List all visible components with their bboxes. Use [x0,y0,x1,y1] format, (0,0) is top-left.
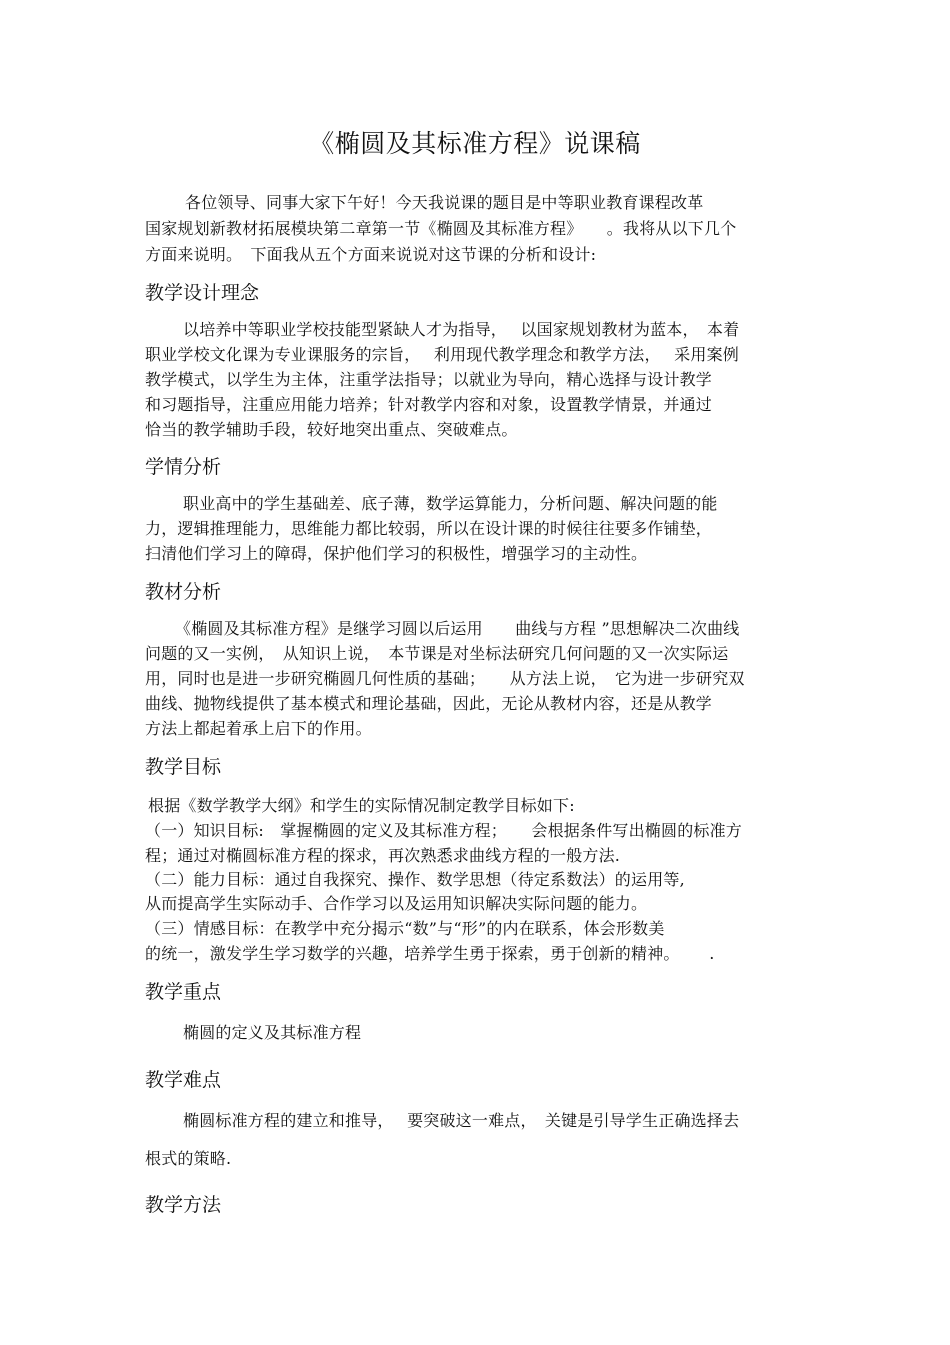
paragraph-line: 椭圆标准方程的建立和推导， 要突破这一难点， 关键是引导学生正确选择去 [183,1111,740,1130]
section-heading-key-points: 教学重点 [145,981,222,1003]
paragraph-line: （二）能力目标：通过自我探究、操作、数学思想（待定系数法）的运用等, [145,870,685,889]
paragraph-line: 方法上都起着承上启下的作用。 [145,719,372,738]
intro-line: 国家规划新教材拓展模块第二章第一节《椭圆及其标准方程》 。我将从以下几个 [145,219,737,238]
intro-line: 方面来说明。 下面我从五个方面来说说对这节课的分析和设计: [145,245,597,264]
section-heading-teaching-goals: 教学目标 [145,756,222,778]
section-heading-textbook-analysis: 教材分析 [145,581,222,603]
paragraph-line: 以培养中等职业学校技能型紧缺人才为指导， 以国家规划教材为蓝本， 本着 [183,320,740,339]
paragraph-line: 力，逻辑推理能力，思维能力都比较弱，所以在设计课的时候往往要多作铺垫， [145,519,713,538]
paragraph-line: 恰当的教学辅助手段，较好地突出重点、突破难点。 [145,420,518,439]
section-heading-teaching-methods: 教学方法 [145,1194,222,1216]
section-heading-design-philosophy: 教学设计理念 [145,282,260,304]
paragraph-line: 椭圆的定义及其标准方程 [183,1023,362,1042]
paragraph-line: 用，同时也是进一步研究椭圆几何性质的基础； 从方法上说， 它为进一步研究双 [145,669,745,688]
paragraph-line: 程；通过对椭圆标准方程的探求，再次熟悉求曲线方程的一般方法. [145,846,621,865]
paragraph-line: 曲线、抛物线提供了基本模式和理论基础，因此，无论从教材内容，还是从教学 [145,694,713,713]
paragraph-line: 和习题指导，注重应用能力培养；针对教学内容和对象，设置教学情景，并通过 [145,395,713,414]
paragraph-line: 扫清他们学习上的障碍，保护他们学习的积极性，增强学习的主动性。 [145,544,648,563]
paragraph-line: （三）情感目标：在教学中充分揭示“数”与“形”的内在联系，体会形数美 [145,919,665,938]
section-heading-student-analysis: 学情分析 [145,456,222,478]
paragraph-line: 根据《数学教学大纲》和学生的实际情况制定教学目标如下: [148,796,575,815]
paragraph-line: 根式的策略. [145,1149,232,1168]
paragraph-line: 教学模式，以学生为主体，注重学法指导；以就业为导向，精心选择与设计教学 [145,370,713,389]
section-heading-difficulties: 教学难点 [145,1069,222,1091]
paragraph-line: 问题的又一实例， 从知识上说， 本节课是对坐标法研究几何问题的又一次实际运 [145,644,729,663]
paragraph-line: 职业高中的学生基础差、底子薄，数学运算能力，分析问题、解决问题的能 [183,494,718,513]
paragraph-line: 《椭圆及其标准方程》是继学习圆以后运用 曲线与方程 ”思想解决二次曲线 [175,619,740,638]
paragraph-line: （一）知识目标: 掌握椭圆的定义及其标准方程； 会根据条件写出椭圆的标准方 [145,821,742,840]
document-title: 《椭圆及其标准方程》说课稿 [309,129,641,158]
paragraph-line: 的统一，激发学生学习数学的兴趣，培养学生勇于探索，勇于创新的精神。 . [145,944,715,963]
intro-line: 各位领导、同事大家下午好！今天我说课的题目是中等职业教育课程改革 [185,193,704,212]
paragraph-line: 从而提高学生实际动手、合作学习以及运用知识解决实际问题的能力。 [145,894,648,913]
paragraph-line: 职业学校文化课为专业课服务的宗旨， 利用现代教学理念和教学方法， 采用案例 [145,345,739,364]
